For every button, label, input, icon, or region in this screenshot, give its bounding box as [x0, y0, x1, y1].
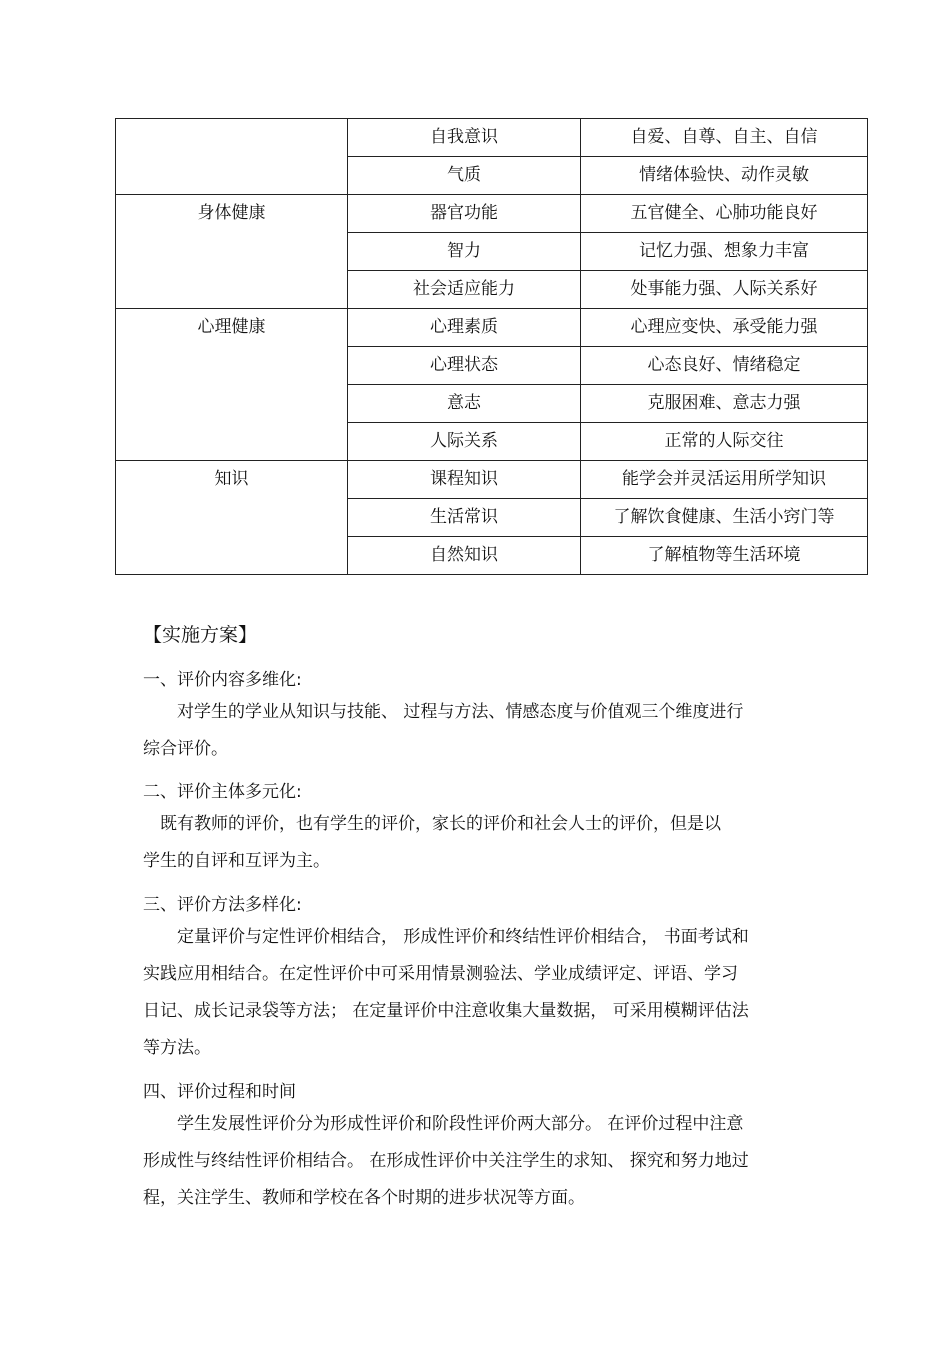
item-cell: 智力 — [348, 233, 581, 271]
section-title: 二、评价主体多元化: — [143, 782, 302, 802]
paragraph-line: 对学生的学业从知识与技能、 过程与方法、情感态度与价值观三个维度进行 — [143, 702, 744, 722]
section-title: 三、评价方法多样化: — [143, 895, 302, 915]
item-cell: 人际关系 — [348, 423, 581, 461]
section-title: 一、评价内容多维化: — [143, 670, 302, 690]
item-cell: 生活常识 — [348, 499, 581, 537]
category-cell: 知识 — [116, 461, 348, 575]
description-cell: 能学会并灵活运用所学知识 — [581, 461, 868, 499]
category-cell: 身体健康 — [116, 195, 348, 309]
description-cell: 记忆力强、想象力丰富 — [581, 233, 868, 271]
description-cell: 正常的人际交往 — [581, 423, 868, 461]
paragraph-line: 程，关注学生、教师和学校在各个时期的进步状况等方面。 — [143, 1188, 585, 1208]
item-cell: 自我意识 — [348, 119, 581, 157]
description-cell: 处事能力强、人际关系好 — [581, 271, 868, 309]
item-cell: 自然知识 — [348, 537, 581, 575]
description-cell: 心态良好、情绪稳定 — [581, 347, 868, 385]
plan-heading: 【实施方案】 — [143, 624, 258, 646]
table-row — [116, 461, 868, 499]
category-cell — [116, 119, 348, 195]
item-cell: 社会适应能力 — [348, 271, 581, 309]
paragraph-line: 等方法。 — [143, 1038, 211, 1058]
paragraph-line: 综合评价。 — [143, 739, 228, 759]
item-cell: 器官功能 — [348, 195, 581, 233]
table-row — [116, 119, 868, 157]
paragraph-line: 既有教师的评价，也有学生的评价，家长的评价和社会人士的评价，但是以 — [143, 814, 721, 834]
paragraph-line: 学生发展性评价分为形成性评价和阶段性评价两大部分。 在评价过程中注意 — [143, 1114, 744, 1134]
section-title: 四、评价过程和时间 — [143, 1082, 296, 1102]
item-cell: 气质 — [348, 157, 581, 195]
evaluation-table — [115, 118, 868, 575]
item-cell: 心理状态 — [348, 347, 581, 385]
table-row — [116, 309, 868, 347]
description-cell: 心理应变快、承受能力强 — [581, 309, 868, 347]
item-cell: 意志 — [348, 385, 581, 423]
description-cell: 了解饮食健康、生活小窍门等 — [581, 499, 868, 537]
description-cell: 五官健全、心肺功能良好 — [581, 195, 868, 233]
description-cell: 自爱、自尊、自主、自信 — [581, 119, 868, 157]
paragraph-line: 定量评价与定性评价相结合， 形成性评价和终结性评价相结合， 书面考试和 — [143, 927, 749, 947]
item-cell: 心理素质 — [348, 309, 581, 347]
category-cell: 心理健康 — [116, 309, 348, 461]
table-row — [116, 195, 868, 233]
paragraph-line: 实践应用相结合。在定性评价中可采用情景测验法、学业成绩评定、评语、学习 — [143, 964, 738, 984]
paragraph-line: 学生的自评和互评为主。 — [143, 851, 330, 871]
description-cell: 了解植物等生活环境 — [581, 537, 868, 575]
description-cell: 情绪体验快、动作灵敏 — [581, 157, 868, 195]
description-cell: 克服困难、意志力强 — [581, 385, 868, 423]
item-cell: 课程知识 — [348, 461, 581, 499]
paragraph-line: 日记、成长记录袋等方法； 在定量评价中注意收集大量数据， 可采用模糊评估法 — [143, 1001, 749, 1021]
paragraph-line: 形成性与终结性评价相结合。 在形成性评价中关注学生的求知、 探究和努力地过 — [143, 1151, 749, 1171]
